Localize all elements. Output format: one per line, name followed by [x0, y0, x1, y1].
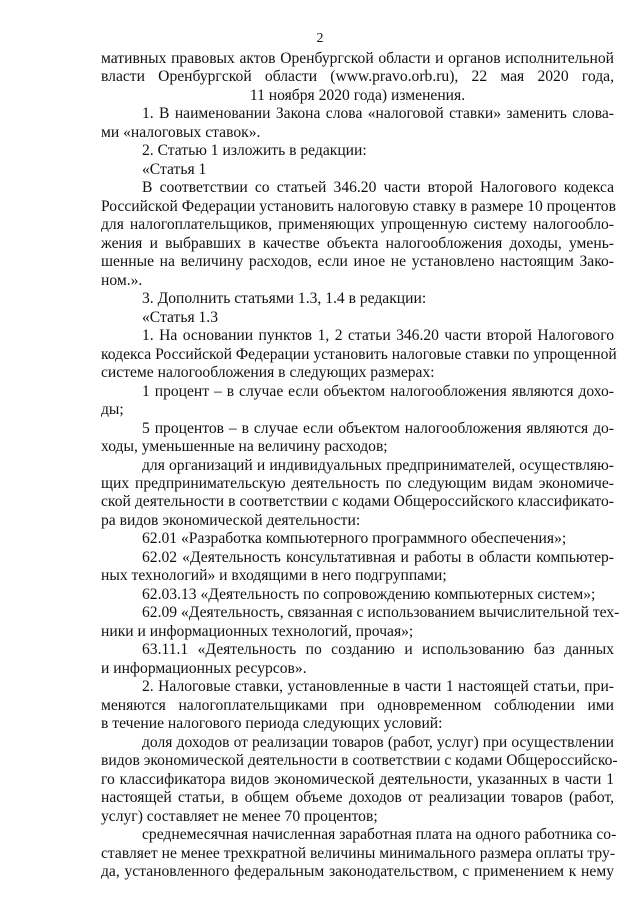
- article-heading: «Статья 1.3: [142, 308, 219, 326]
- text-line: среднемесячная начисленная заработная плата на одного работника со-: [142, 826, 617, 844]
- text-line: 2. Статью 1 изложить в редакции:: [142, 142, 367, 160]
- text-line: меняются налогоплательщиками при одновременном соблюдении ими: [101, 696, 614, 714]
- text-line: В соответствии со статьей 346.20 части второй Налогового кодекса: [142, 179, 614, 197]
- text-line: в течение налогового периода следующих условий:: [101, 715, 443, 733]
- text-line: ходы, уменьшенные на величину расходов;: [101, 438, 388, 456]
- text-line: мативных правовых актов Оренбургской области и органов исполнительной: [101, 50, 614, 67]
- text-line: 62.01 «Разработка компьютерного программного обеспечения»;: [142, 530, 567, 548]
- text-line: 62.03.13 «Деятельность по сопровождению компьютерных систем»;: [142, 585, 596, 603]
- article-heading: «Статья 1: [142, 160, 207, 178]
- text-line: 1 процент – в случае если объектом налогообложения являются дохо-: [142, 382, 614, 400]
- text-line: 2. Налоговые ставки, установленные в части 1 настоящей статьи, при-: [142, 678, 614, 696]
- text-line: для организаций и индивидуальных предпринимателей, осуществляю-: [142, 456, 614, 474]
- text-line: щих предпринимательскую деятельность по следующим видам экономиче-: [101, 474, 614, 492]
- text-line: доля доходов от реализации товаров (работ, услуг) при осуществлении: [142, 733, 614, 751]
- text-line: ра видов экономической деятельности:: [101, 511, 361, 529]
- text-line: 1. В наименовании Закона слова «налоговой ставки» заменить слова-: [142, 105, 614, 123]
- text-line: ном.».: [101, 271, 143, 289]
- text-line: шенные на величину расходов, если иное не установлено настоящим Зако-: [101, 253, 614, 271]
- text-line: настоящей статьи, в общем объеме доходов от реализации товаров (работ,: [101, 789, 614, 807]
- text-line: 3. Дополнить статьями 1.3, 1.4 в редакции:: [142, 290, 427, 308]
- text-line: ных технологий» и входящими в него подгруппами;: [101, 567, 447, 585]
- text-line: услуг) составляет не менее 70 процентов;: [101, 807, 378, 825]
- text-line: ставляет не менее трехкратной величины минимального размера оплаты тру-: [101, 844, 616, 862]
- text-line: жения и выбравших в качестве объекта налогообложения доходы, умень-: [101, 234, 614, 252]
- text-line: ды;: [101, 401, 124, 419]
- text-line: ми «налоговых ставок».: [101, 123, 261, 141]
- text-line: Российской Федерации установить налоговую ставку в размере 10 процентов: [101, 197, 616, 215]
- text-line: 11 ноября 2020 года) изменения.: [249, 86, 466, 104]
- text-line: 5 процентов – в случае если объектом налогообложения являются до-: [142, 419, 614, 437]
- text-line: системе налогообложения в следующих размерах:: [101, 364, 435, 382]
- page-number: 2: [316, 31, 324, 46]
- text-line: для налогоплательщиков, применяющих упрощенную систему налогообло-: [101, 216, 614, 234]
- text-line: ской деятельности в соответствии с кодами Общероссийского классификато-: [101, 493, 614, 511]
- text-line: власти Оренбургской области (www.pravo.orb.ru), 22 мая 2020 года,: [101, 68, 614, 86]
- text-line: видов экономической деятельности в соответствии с кодами Общероссийско-: [101, 752, 618, 770]
- text-line: ники и информационных технологий, прочая»;: [101, 622, 414, 640]
- text-line: 62.02 «Деятельность консультативная и работы в области компьютер-: [142, 548, 614, 566]
- text-line: кодекса Российской Федерации установить налоговые ставки по упрощенной: [101, 345, 617, 363]
- text-line: 63.11.1 «Деятельность по созданию и использованию баз данных: [142, 641, 614, 659]
- text-line: го классификатора видов экономической деятельности, указанных в части 1: [101, 770, 614, 788]
- text-line: да, установленного федеральным законодательством, с применением к нему: [101, 863, 614, 880]
- text-line: 1. На основании пунктов 1, 2 статьи 346.20 части второй Налогового: [142, 327, 614, 345]
- text-line: и информационных ресурсов».: [101, 659, 307, 677]
- text-line: 62.09 «Деятельность, связанная с использованием вычислительной тех-: [142, 604, 620, 622]
